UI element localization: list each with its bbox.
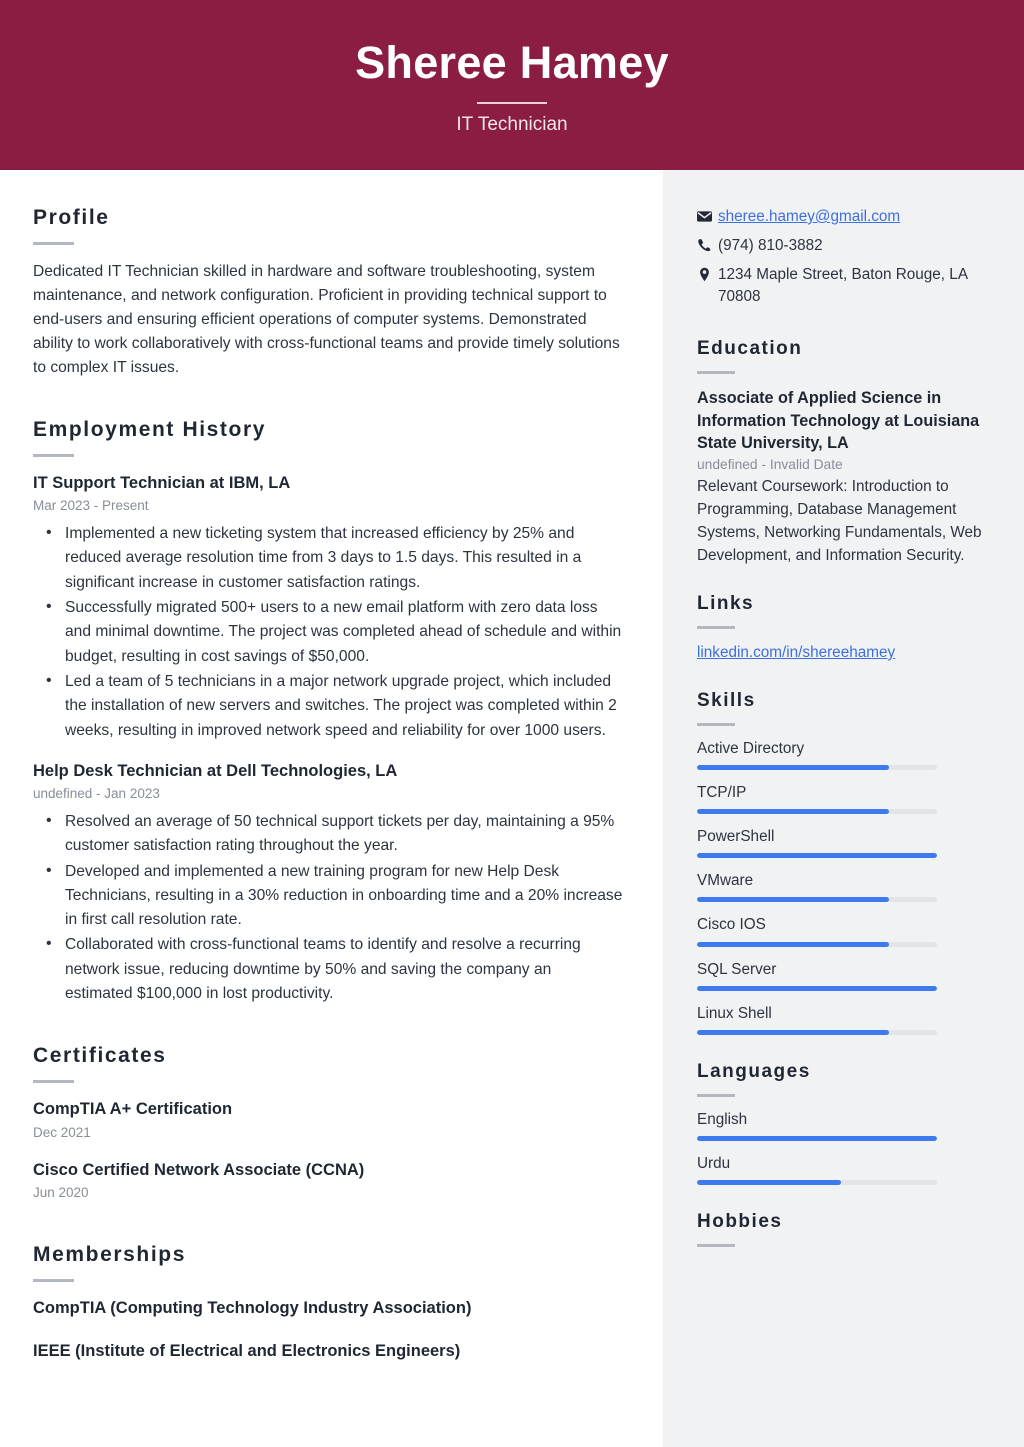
email-link[interactable]: sheree.hamey@gmail.com: [718, 208, 901, 225]
section-heading-employment: Employment History: [33, 418, 267, 441]
skill-label: PowerShell: [697, 828, 775, 846]
section-education: [697, 338, 990, 567]
job-title: Help Desk Technician at Dell Technologies, LA: [33, 761, 398, 780]
skill-bar-track: [697, 765, 937, 770]
language-label: Urdu: [697, 1154, 731, 1172]
section-divider: [697, 1244, 735, 1247]
language-bar-track: [697, 1180, 937, 1185]
skill-bar-track: [697, 809, 937, 814]
section-links: [697, 593, 990, 664]
education-entry: [697, 387, 990, 567]
skill-bar-fill: [697, 809, 889, 814]
header-divider: [477, 102, 547, 104]
language-bar-fill: [697, 1180, 841, 1185]
spacer: [33, 744, 623, 758]
job-bullet: • Successfully migrated 500+ users to a new email platform with zero data loss and minimal downtime. The project was completed ahead of schedule and within budget, resulting in cost savings of $50,000.: [65, 596, 623, 669]
section-profile: [33, 206, 623, 380]
job-bullet: • Collaborated with cross-functional teams to identify and resolve a recurring network issue, reducing downtime by 50% and saving the company an estimated $100,000 in lost productivity.: [65, 933, 623, 1006]
candidate-job-title: IT Technician: [456, 113, 568, 135]
membership-item: IEEE (Institute of Electrical and Electronics Engineers): [33, 1341, 461, 1360]
skill-bar-fill: [697, 853, 937, 858]
resume-body: [0, 170, 1024, 1447]
skill-item: [697, 739, 990, 770]
language-label: English: [697, 1110, 748, 1128]
skill-bar-fill: [697, 765, 889, 770]
section-heading-hobbies: Hobbies: [697, 1211, 783, 1232]
contact-row-phone: [697, 235, 990, 257]
section-heading-skills: Skills: [697, 690, 756, 712]
job-bullet: • Implemented a new ticketing system that increased efficiency by 25% and reduced average resolution time from 3 days to 1.5 days. This resulted in a significant increase in customer satisfaction ratings.: [65, 522, 623, 595]
skill-label: SQL Server: [697, 960, 777, 978]
profile-text: Dedicated IT Technician skilled in hardware and software troubleshooting, system maintenance, and network configuration. Proficient in providing technical support to end-users and ensuring efficient operations of computer systems. Demonstrated ability to work collaboratively with cross-functional teams and provide timely solutions to complex IT issues.: [33, 263, 620, 376]
skill-bar-track: [697, 986, 937, 991]
spacer: [33, 1219, 623, 1243]
certificate-date: Jun 2020: [33, 1184, 89, 1200]
certificate-title: Cisco Certified Network Associate (CCNA): [33, 1160, 365, 1179]
skill-item: [697, 827, 990, 858]
section-heading-memberships: Memberships: [33, 1242, 186, 1266]
education-title: Associate of Applied Science in Information Technology at Louisiana State University, LA: [697, 389, 980, 453]
skill-item: [697, 960, 990, 991]
skill-bar-track: [697, 1030, 937, 1035]
skill-bar-track: [697, 942, 937, 947]
skill-label: Active Directory: [697, 740, 805, 758]
section-memberships: [33, 1243, 623, 1363]
section-divider: [33, 242, 74, 245]
job-date: Mar 2023 - Present: [33, 498, 149, 514]
resume-header: [0, 0, 1024, 170]
section-divider: [697, 371, 735, 374]
section-skills: [697, 690, 990, 1035]
phone-text: (974) 810-3882: [718, 237, 823, 254]
candidate-name: Sheree Hamey: [355, 37, 669, 89]
job-bullet: • Developed and implemented a new training program for new Help Desk Technicians, resulting in a 30% reduction in onboarding time and a 20% increase in first call resolution rate.: [65, 860, 623, 933]
map-pin-icon: [697, 264, 718, 282]
section-divider: [697, 1094, 735, 1097]
language-bar-track: [697, 1136, 937, 1141]
certificate-item: [33, 1098, 623, 1142]
envelope-icon: [697, 206, 718, 224]
skill-bar-fill: [697, 1030, 889, 1035]
education-description: Relevant Coursework: Introduction to Programming, Database Management Systems, Networking Fundamentals, Web Development, and Information Security.: [697, 478, 982, 565]
job-date: undefined - Jan 2023: [33, 786, 160, 802]
section-hobbies: [697, 1211, 990, 1247]
section-certificates: [33, 1044, 623, 1202]
section-languages: [697, 1061, 990, 1185]
job-bullets: [33, 810, 623, 1006]
spacer: [33, 384, 623, 418]
language-bar-fill: [697, 1136, 937, 1141]
section-heading-certificates: Certificates: [33, 1044, 167, 1068]
certificate-item: [33, 1159, 623, 1203]
skill-bar-track: [697, 853, 937, 858]
linkedin-link[interactable]: linkedin.com/in/shereehamey: [697, 644, 896, 662]
section-divider: [33, 454, 74, 457]
main-column: [0, 170, 663, 1447]
employment-entry: [33, 760, 623, 1007]
contact-list: [697, 206, 990, 308]
language-item: [697, 1154, 990, 1185]
section-heading-profile: Profile: [33, 206, 110, 229]
spacer: [33, 1010, 623, 1044]
skill-label: TCP/IP: [697, 784, 747, 802]
skill-item: [697, 915, 990, 946]
job-bullets: [33, 522, 623, 743]
job-bullet: • Led a team of 5 technicians in a major network upgrade project, which included the installation of new servers and switches. The project was completed within 2 weeks, resulting in improved network speed and reliability for over 1000 users.: [65, 670, 623, 743]
skill-label: VMware: [697, 872, 754, 890]
section-heading-education: Education: [697, 338, 803, 359]
phone-icon: [697, 235, 718, 253]
language-item: [697, 1110, 990, 1141]
section-divider: [33, 1279, 74, 1282]
employment-entry: [33, 472, 623, 743]
education-date: undefined - Invalid Date: [697, 457, 843, 473]
section-employment-history: [33, 418, 623, 1006]
skill-bar-fill: [697, 986, 937, 991]
section-heading-languages: Languages: [697, 1060, 811, 1082]
skill-item: [697, 783, 990, 814]
skill-label: Linux Shell: [697, 1004, 772, 1022]
section-divider: [697, 626, 735, 629]
contact-row-email: [697, 206, 990, 228]
membership-item: CompTIA (Computing Technology Industry Association): [33, 1298, 472, 1317]
section-divider: [33, 1080, 74, 1083]
job-title: IT Support Technician at IBM, LA: [33, 474, 291, 492]
section-divider: [697, 723, 735, 726]
contact-row-address: [697, 264, 990, 308]
section-heading-links: Links: [697, 593, 755, 615]
skill-bar-fill: [697, 897, 889, 902]
certificate-date: Dec 2021: [33, 1124, 91, 1140]
job-bullet: • Resolved an average of 50 technical support tickets per day, maintaining a 95% customer satisfaction rating throughout the year.: [65, 810, 623, 859]
sidebar-column: [663, 170, 1024, 1447]
skill-label: Cisco IOS: [697, 916, 766, 934]
address-text: 1234 Maple Street, Baton Rouge, LA 70808: [718, 266, 968, 305]
skill-item: [697, 1004, 990, 1035]
skill-bar-fill: [697, 942, 889, 947]
skill-bar-track: [697, 897, 937, 902]
skill-item: [697, 871, 990, 902]
certificate-title: CompTIA A+ Certification: [33, 1100, 233, 1119]
